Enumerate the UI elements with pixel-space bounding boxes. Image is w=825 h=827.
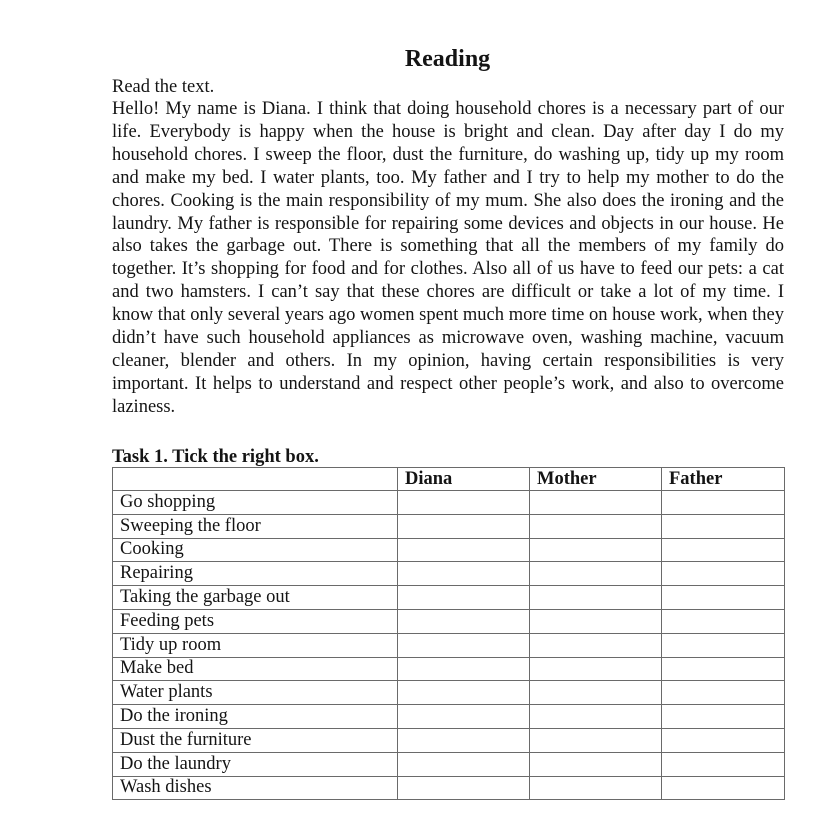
tick-box-father[interactable] [662, 491, 785, 515]
chore-label: Go shopping [113, 491, 398, 515]
chore-label: Dust the furniture [113, 728, 398, 752]
tick-box-diana[interactable] [398, 705, 530, 729]
table-row [113, 586, 785, 610]
table-header-row [113, 468, 785, 491]
chore-label: Make bed [113, 657, 398, 681]
task-heading: Task 1. Tick the right box. [112, 447, 319, 467]
table-row [113, 776, 785, 800]
tick-box-mother[interactable] [530, 562, 662, 586]
tick-box-mother[interactable] [530, 657, 662, 681]
tick-box-diana[interactable] [398, 728, 530, 752]
table-row [113, 609, 785, 633]
header-mother: Mother [530, 468, 662, 491]
chore-label: Sweeping the floor [113, 514, 398, 538]
page-title: Reading [404, 46, 491, 72]
chore-label: Taking the garbage out [113, 586, 398, 610]
tick-box-father[interactable] [662, 609, 785, 633]
tick-box-father[interactable] [662, 752, 785, 776]
table-row [113, 728, 785, 752]
chore-label: Repairing [113, 562, 398, 586]
tick-box-father[interactable] [662, 657, 785, 681]
tick-box-diana[interactable] [398, 609, 530, 633]
tick-box-diana[interactable] [398, 681, 530, 705]
tick-box-mother[interactable] [530, 609, 662, 633]
tick-box-father[interactable] [662, 562, 785, 586]
tick-table [112, 467, 785, 800]
tick-box-diana[interactable] [398, 752, 530, 776]
tick-box-father[interactable] [662, 538, 785, 562]
tick-box-diana[interactable] [398, 657, 530, 681]
chore-label: Wash dishes [113, 776, 398, 800]
chore-label: Feeding pets [113, 609, 398, 633]
table-row [113, 657, 785, 681]
chore-label: Cooking [113, 538, 398, 562]
table-row [113, 705, 785, 729]
tick-box-mother[interactable] [530, 491, 662, 515]
chore-label: Do the ironing [113, 705, 398, 729]
tick-box-diana[interactable] [398, 633, 530, 657]
tick-box-mother[interactable] [530, 728, 662, 752]
table-row [113, 538, 785, 562]
table-row [113, 633, 785, 657]
chore-label: Water plants [113, 681, 398, 705]
reading-passage: Hello! My name is Diana. I think that doing household chores is a necessary part of our life. Everybody is happy when the house is bright and clean. Day after day I do my household chores. I sweep the floor, dust the furniture, do washing up, tidy up my room and make my bed. I water plants, too. My father and I try to help my mother to do the chores. Cooking is the main responsibility of my mum. She also does the ironing and the laundry. My father is responsible for repairing some devices and objects in our house. He also takes the garbage out. There is something that all the members of my family do together. It’s shopping for food and for clothes. Also all of us have to feed our pets: a cat and two hamsters. I can’t say that these chores are difficult or take a lot of my time. I know that only several years ago women spent much more time on house work, when they didn’t have such household appliances as microwave oven, washing machine, vacuum cleaner, blender and others. In my opinion, having certain responsibilities is very important. It helps to understand and respect other people’s work, and also to overcome laziness. [112, 99, 784, 417]
tick-box-mother[interactable] [530, 514, 662, 538]
tick-box-father[interactable] [662, 586, 785, 610]
table-row [113, 562, 785, 586]
tick-box-father[interactable] [662, 633, 785, 657]
tick-box-mother[interactable] [530, 586, 662, 610]
header-chore [113, 468, 398, 491]
tick-box-mother[interactable] [530, 705, 662, 729]
tick-box-father[interactable] [662, 681, 785, 705]
tick-box-diana[interactable] [398, 514, 530, 538]
header-diana: Diana [398, 468, 530, 491]
tick-box-mother[interactable] [530, 633, 662, 657]
table-row [113, 491, 785, 515]
tick-box-father[interactable] [662, 514, 785, 538]
header-father: Father [662, 468, 785, 491]
tick-box-diana[interactable] [398, 586, 530, 610]
table-row [113, 681, 785, 705]
tick-box-father[interactable] [662, 776, 785, 800]
tick-box-father[interactable] [662, 728, 785, 752]
tick-box-diana[interactable] [398, 776, 530, 800]
chore-label: Do the laundry [113, 752, 398, 776]
table-row [113, 752, 785, 776]
tick-box-mother[interactable] [530, 681, 662, 705]
tick-box-diana[interactable] [398, 562, 530, 586]
table-row [113, 514, 785, 538]
tick-box-diana[interactable] [398, 538, 530, 562]
tick-box-mother[interactable] [530, 752, 662, 776]
chore-label: Tidy up room [113, 633, 398, 657]
tick-box-diana[interactable] [398, 491, 530, 515]
instruction-text: Read the text. [112, 77, 215, 97]
tick-box-father[interactable] [662, 705, 785, 729]
tick-box-mother[interactable] [530, 776, 662, 800]
tick-box-mother[interactable] [530, 538, 662, 562]
